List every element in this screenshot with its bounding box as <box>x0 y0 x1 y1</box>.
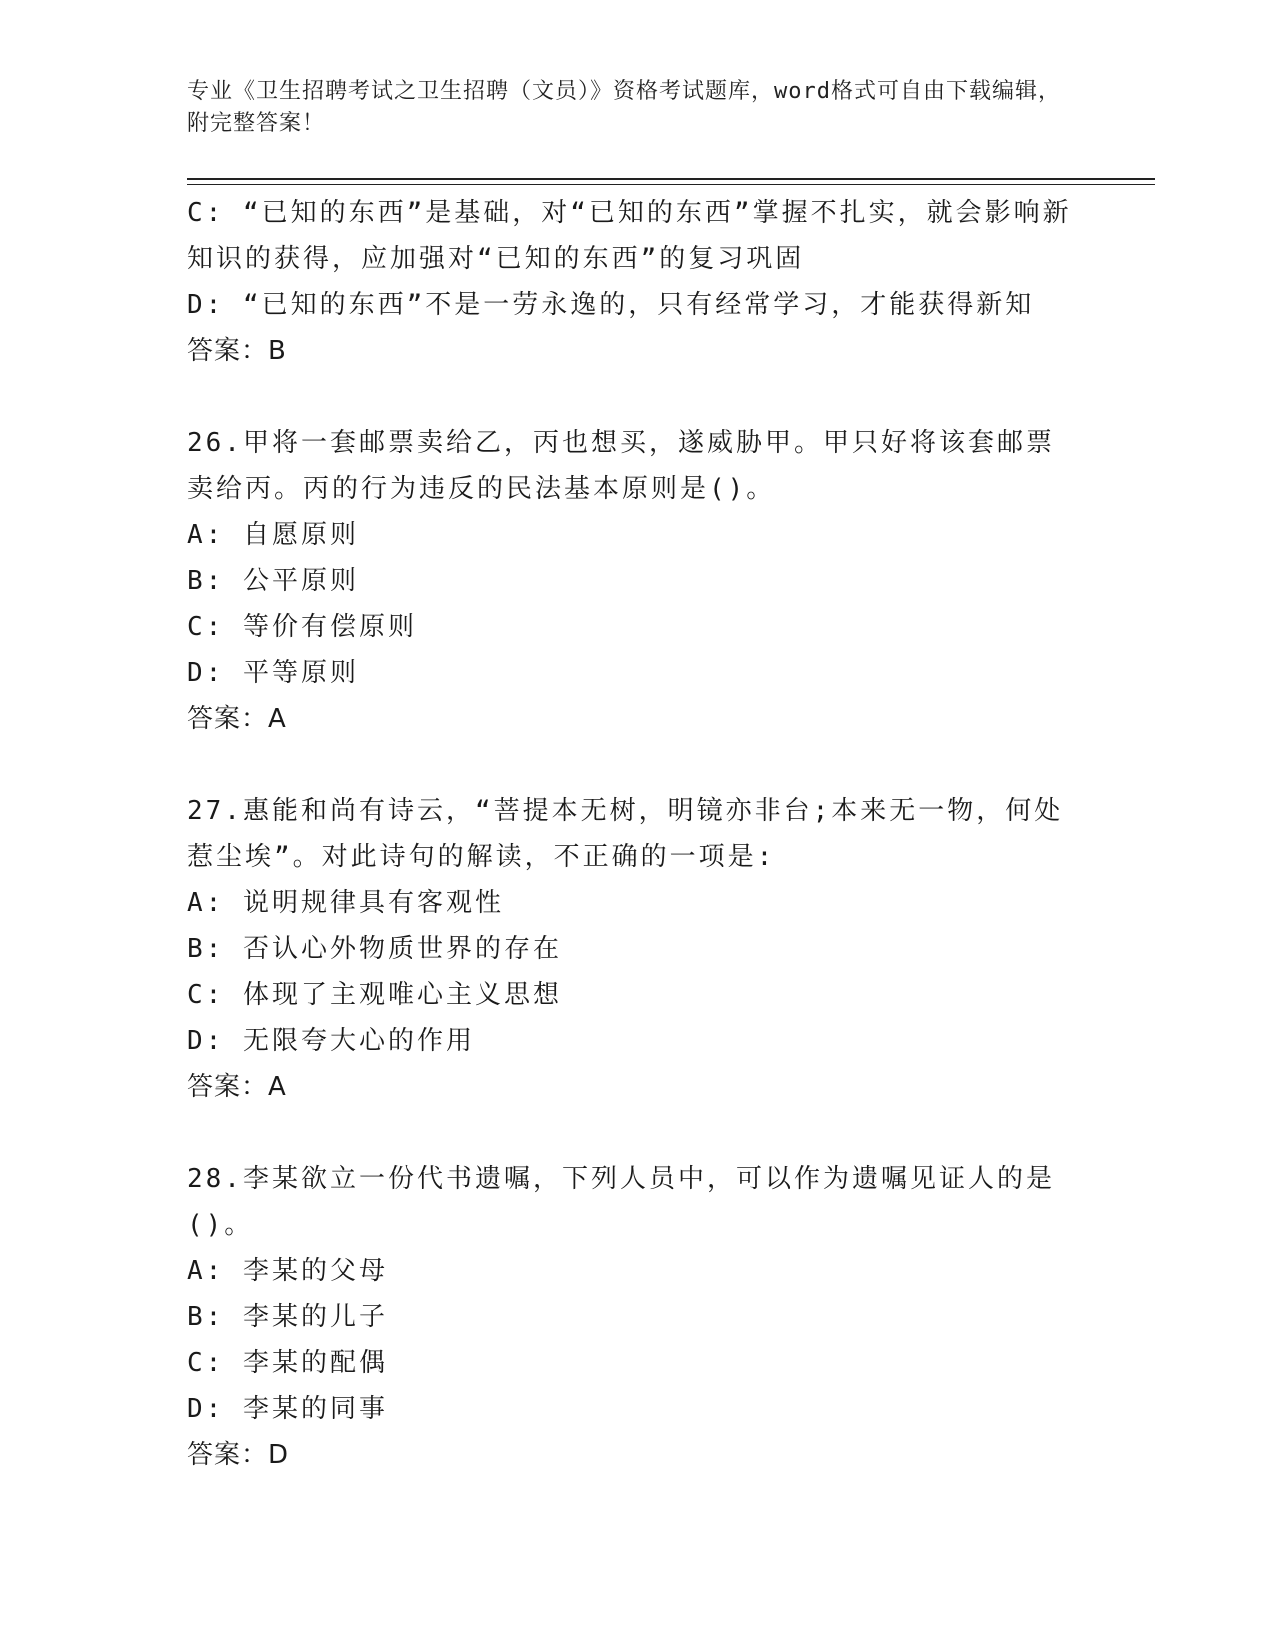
option-a: A: 说明规律具有客观性 <box>187 888 504 918</box>
question-content <box>187 190 1077 1478</box>
spacer <box>187 374 1077 420</box>
option-b: B: 否认心外物质世界的存在 <box>187 934 562 964</box>
option-d: D: “已知的东西”不是一劳永逸的，只有经常学习，才能获得新知 <box>187 290 1035 320</box>
spacer <box>187 742 1077 788</box>
question-stem: 26.甲将一套邮票卖给乙，丙也想买，遂威胁甲。甲只好将该套邮票卖给丙。丙的行为违反的民法基本原则是()。 <box>187 428 1055 504</box>
header-rule-thin <box>187 184 1155 185</box>
answer-line: 答案：A <box>187 704 287 734</box>
question-27 <box>187 788 1077 1110</box>
spacer <box>187 1110 1077 1156</box>
option-b: B: 公平原则 <box>187 566 359 596</box>
document-header <box>187 76 1067 140</box>
option-d: D: 平等原则 <box>187 658 359 688</box>
option-a: A: 自愿原则 <box>187 520 359 550</box>
option-c: C: 体现了主观唯心主义思想 <box>187 980 562 1010</box>
question-28 <box>187 1156 1077 1478</box>
option-a: A: 李某的父母 <box>187 1256 388 1286</box>
option-c: C: 等价有偿原则 <box>187 612 417 642</box>
question-stem: 28.李某欲立一份代书遗嘱，下列人员中，可以作为遗嘱见证人的是()。 <box>187 1164 1055 1240</box>
answer-line: 答案：B <box>187 336 287 366</box>
option-c: C: “已知的东西”是基础，对“已知的东西”掌握不扎实，就会影响新知识的获得，应加强对“已知的东西”的复习巩固 <box>187 198 1072 274</box>
option-d: D: 李某的同事 <box>187 1394 388 1424</box>
answer-line: 答案：D <box>187 1440 290 1470</box>
question-26 <box>187 420 1077 742</box>
header-rule-thick <box>187 178 1155 180</box>
option-d: D: 无限夸大心的作用 <box>187 1026 475 1056</box>
option-c: C: 李某的配偶 <box>187 1348 388 1378</box>
header-title: 专业《卫生招聘考试之卫生招聘（文员）》资格考试题库，word格式可自由下载编辑，附完整答案！ <box>187 79 1061 136</box>
answer-line: 答案：A <box>187 1072 287 1102</box>
question-partial <box>187 190 1077 374</box>
question-stem: 27.惠能和尚有诗云，“菩提本无树，明镜亦非台;本来无一物，何处惹尘埃”。对此诗句的解读，不正确的一项是: <box>187 796 1064 872</box>
option-b: B: 李某的儿子 <box>187 1302 388 1332</box>
